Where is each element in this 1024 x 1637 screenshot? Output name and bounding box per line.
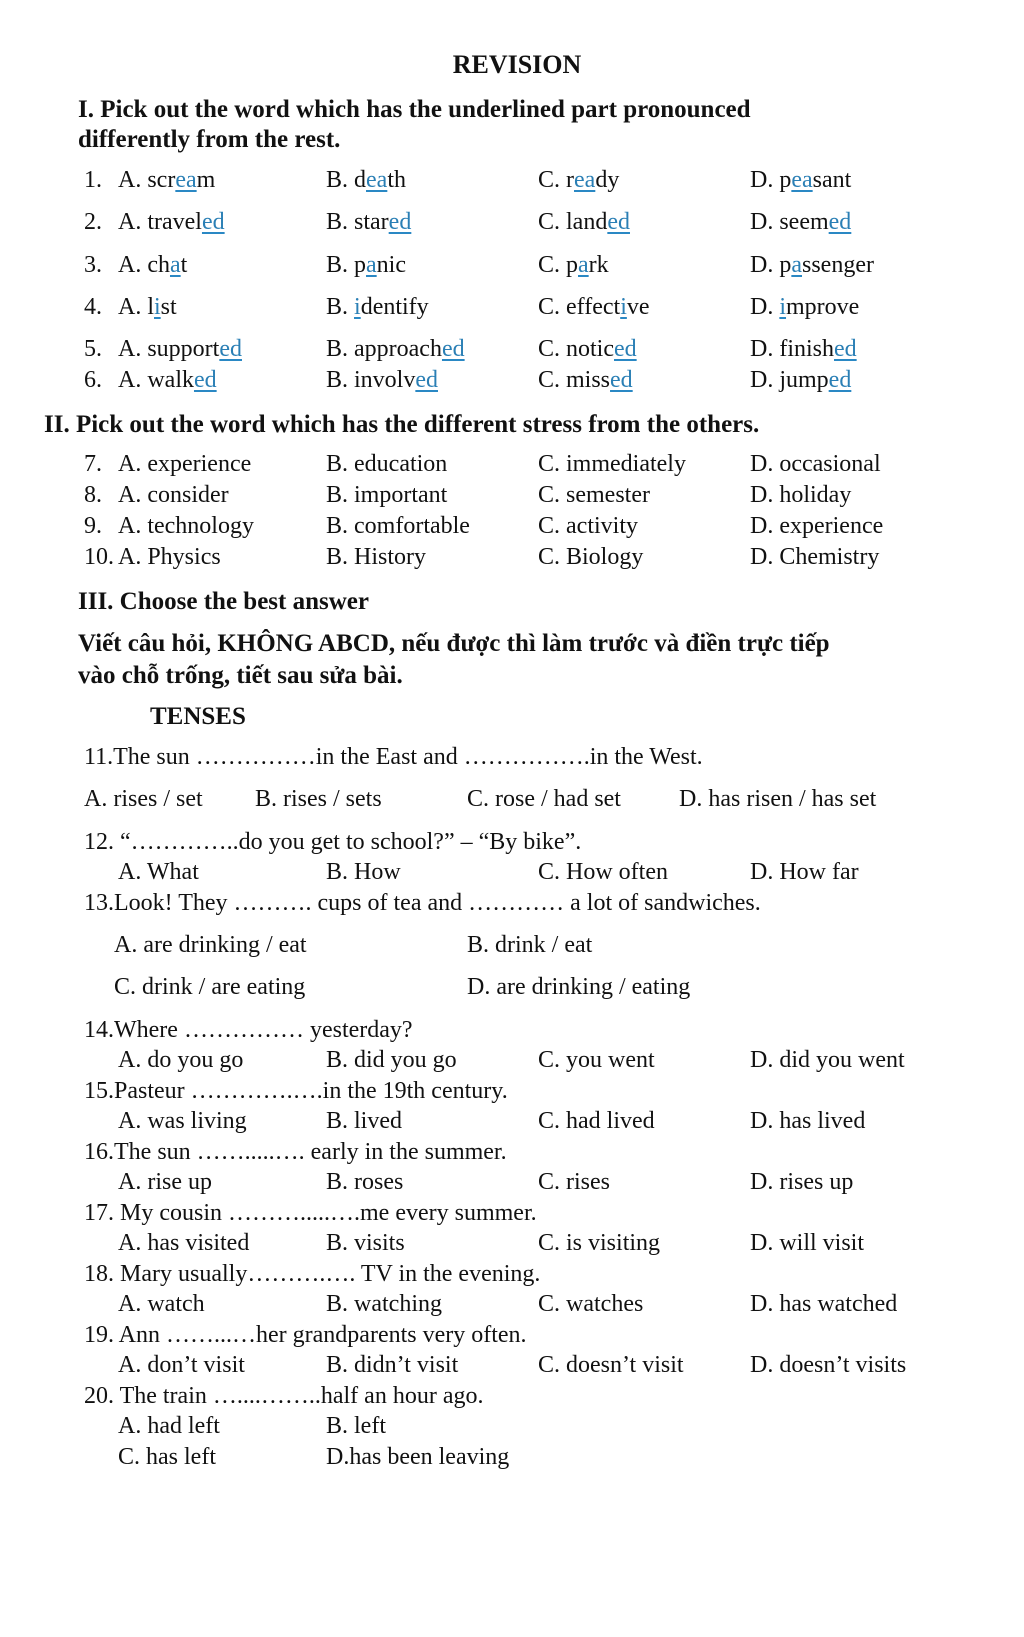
option-prefix: A. ch: [118, 252, 170, 278]
option-prefix: C. r: [538, 167, 574, 193]
question-1-option-b: [326, 167, 406, 194]
question-7-number: 7.: [84, 451, 102, 477]
underlined-part: a: [578, 252, 589, 278]
question-15-option-a: A. was living: [118, 1108, 247, 1134]
option-suffix: sant: [812, 167, 852, 193]
question-5-option-d: [750, 336, 857, 363]
option-suffix: ssenger: [802, 252, 874, 278]
question-5-option-b: [326, 336, 465, 363]
underlined-part: a: [791, 252, 802, 278]
section3-note-line2: vào chỗ trống, tiết sau sửa bài.: [78, 662, 403, 689]
question-14-option-c: C. you went: [538, 1047, 655, 1073]
question-15-option-b: B. lived: [326, 1108, 402, 1134]
option-prefix: A. support: [118, 336, 220, 362]
underlined-part: a: [366, 252, 377, 278]
tenses-subheading: TENSES: [150, 703, 246, 730]
underlined-part: ed: [201, 209, 225, 235]
question-8-option-b: B. important: [326, 482, 448, 508]
question-6-number: 6.: [84, 367, 102, 393]
question-11-option-b: B. rises / sets: [255, 786, 382, 812]
underlined-part: ed: [614, 336, 637, 362]
question-2-option-a: [118, 209, 225, 236]
question-16-option-c: C. rises: [538, 1169, 610, 1195]
underlined-part: i: [354, 294, 361, 320]
question-18-option-c: C. watches: [538, 1291, 644, 1317]
question-13-option-a: A. are drinking / eat: [114, 932, 307, 958]
question-6-option-b: [326, 367, 438, 394]
question-6-option-d: [750, 367, 851, 394]
question-4-option-d: [750, 294, 859, 321]
question-19-option-a: A. don’t visit: [118, 1352, 245, 1378]
underlined-part: ed: [828, 367, 852, 393]
question-11-option-d: D. has risen / has set: [679, 786, 877, 812]
question-15-option-c: C. had lived: [538, 1108, 655, 1134]
question-12-text: 12. “…………..do you get to school?” – “By bike”.: [84, 829, 582, 855]
question-18-option-d: D. has watched: [750, 1291, 898, 1317]
question-3-option-d: [750, 252, 874, 279]
option-prefix: C. notic: [538, 336, 614, 362]
option-prefix: B. involv: [326, 367, 416, 393]
option-prefix: A. scr: [118, 167, 176, 193]
question-7-option-c: C. immediately: [538, 451, 686, 477]
question-2-number: 2.: [84, 209, 102, 235]
underlined-part: ea: [574, 167, 596, 193]
question-16-option-b: B. roses: [326, 1169, 404, 1195]
question-12-option-c: C. How often: [538, 859, 668, 885]
option-suffix: st: [160, 294, 177, 320]
question-7-option-b: B. education: [326, 451, 448, 477]
question-20-option-a: A. had left: [118, 1413, 220, 1439]
question-1-option-d: [750, 167, 851, 194]
option-prefix: B. d: [326, 167, 367, 193]
question-4-option-b: [326, 294, 429, 321]
option-prefix: D.: [750, 294, 780, 320]
question-20-option-d: D.has been leaving: [326, 1444, 510, 1470]
question-16-option-a: A. rise up: [118, 1169, 212, 1195]
question-3-option-c: [538, 252, 609, 279]
underlined-part: i: [154, 294, 161, 320]
question-5-option-c: [538, 336, 637, 363]
underlined-part: ea: [175, 167, 197, 193]
question-13-option-c: C. drink / are eating: [114, 974, 306, 1000]
section3-heading: III. Choose the best answer: [78, 588, 369, 615]
question-17-option-b: B. visits: [326, 1230, 405, 1256]
question-19-option-c: C. doesn’t visit: [538, 1352, 684, 1378]
option-prefix: C. p: [538, 252, 579, 278]
underlined-part: ed: [388, 209, 412, 235]
question-9-number: 9.: [84, 513, 102, 539]
question-16-text: 16.The sun …….....…. early in the summer.: [84, 1139, 507, 1165]
option-prefix: D. p: [750, 252, 792, 278]
option-prefix: B. star: [326, 209, 389, 235]
question-6-option-a: [118, 367, 217, 394]
underlined-part: ed: [219, 336, 242, 362]
question-13-option-d: D. are drinking / eating: [467, 974, 691, 1000]
question-3-option-b: [326, 252, 406, 279]
option-suffix: dentify: [360, 294, 429, 320]
option-prefix: B. p: [326, 252, 367, 278]
question-3-option-a: [118, 252, 187, 279]
section1-heading-line2: differently from the rest.: [78, 126, 341, 153]
question-6-option-c: [538, 367, 633, 394]
option-suffix: dy: [595, 167, 620, 193]
underlined-part: ed: [607, 209, 630, 235]
question-19-option-d: D. doesn’t visits: [750, 1352, 907, 1378]
question-12-option-a: A. What: [118, 859, 199, 885]
underlined-part: ed: [415, 367, 438, 393]
option-prefix: A. l: [118, 294, 154, 320]
question-14-text: 14.Where …………… yesterday?: [84, 1017, 413, 1043]
underlined-part: i: [779, 294, 787, 320]
question-8-option-a: A. consider: [118, 482, 229, 508]
question-15-option-d: D. has lived: [750, 1108, 866, 1134]
question-11-text: 11.The sun ……………in the East and …………….in the West.: [84, 744, 703, 770]
underlined-part: ed: [441, 336, 465, 362]
question-1-number: 1.: [84, 167, 102, 193]
question-17-option-c: C. is visiting: [538, 1230, 661, 1256]
question-7-option-d: D. occasional: [750, 451, 881, 477]
option-prefix: D. jump: [750, 367, 829, 393]
option-suffix: mprove: [786, 294, 860, 320]
question-5-number: 5.: [84, 336, 102, 362]
underlined-part: ea: [366, 167, 388, 193]
option-prefix: B.: [326, 294, 355, 320]
question-10-number: 10.: [84, 544, 114, 570]
question-8-option-c: C. semester: [538, 482, 650, 508]
question-13-option-b: B. drink / eat: [467, 932, 593, 958]
question-9-option-c: C. activity: [538, 513, 638, 539]
option-suffix: nic: [376, 252, 406, 278]
question-17-option-a: A. has visited: [118, 1230, 250, 1256]
option-prefix: B. approach: [326, 336, 442, 362]
question-17-text: 17. My cousin ……….....….me every summer.: [84, 1200, 537, 1226]
question-2-option-d: [750, 209, 851, 236]
option-prefix: C. effect: [538, 294, 621, 320]
question-18-option-b: B. watching: [326, 1291, 442, 1317]
question-18-text: 18. Mary usually……….…. TV in the evening.: [84, 1261, 541, 1287]
underlined-part: ea: [791, 167, 813, 193]
question-11-option-a: A. rises / set: [84, 786, 203, 812]
option-suffix: t: [180, 252, 188, 278]
question-19-option-b: B. didn’t visit: [326, 1352, 459, 1378]
question-10-option-d: D. Chemistry: [750, 544, 880, 570]
question-15-text: 15.Pasteur ………….….in the 19th century.: [84, 1078, 508, 1104]
question-4-option-c: [538, 294, 650, 321]
question-2-option-b: [326, 209, 411, 236]
underlined-part: ed: [828, 209, 852, 235]
option-prefix: A. travel: [118, 209, 202, 235]
question-11-option-c: C. rose / had set: [467, 786, 621, 812]
question-4-number: 4.: [84, 294, 102, 320]
question-14-option-a: A. do you go: [118, 1047, 244, 1073]
question-16-option-d: D. rises up: [750, 1169, 854, 1195]
question-18-option-a: A. watch: [118, 1291, 205, 1317]
question-1-option-a: [118, 167, 215, 194]
section3-note-line1: Viết câu hỏi, KHÔNG ABCD, nếu được thì làm trước và điền trực tiếp: [78, 630, 830, 657]
question-19-text: 19. Ann ……...…her grandparents very often.: [84, 1322, 527, 1348]
question-10-option-b: B. History: [326, 544, 427, 570]
question-9-option-a: A. technology: [118, 513, 254, 539]
option-prefix: D. p: [750, 167, 792, 193]
section2-heading: II. Pick out the word which has the different stress from the others.: [44, 411, 760, 438]
page-title: REVISION: [452, 50, 582, 79]
option-suffix: th: [387, 167, 406, 193]
question-10-option-a: A. Physics: [118, 544, 221, 570]
question-10-option-c: C. Biology: [538, 544, 644, 570]
option-suffix: ve: [626, 294, 650, 320]
question-20-text: 20. The train …....……..half an hour ago.: [84, 1383, 484, 1409]
question-14-option-b: B. did you go: [326, 1047, 457, 1073]
question-8-option-d: D. holiday: [750, 482, 852, 508]
option-prefix: C. land: [538, 209, 608, 235]
question-12-option-d: D. How far: [750, 859, 859, 885]
section1-heading-line1: I. Pick out the word which has the underlined part pronounced: [78, 96, 751, 123]
question-17-option-d: D. will visit: [750, 1230, 865, 1256]
question-9-option-b: B. comfortable: [326, 513, 470, 539]
underlined-part: a: [169, 252, 181, 278]
underlined-part: ed: [834, 336, 857, 362]
underlined-part: ed: [193, 367, 217, 393]
option-prefix: D. finish: [750, 336, 834, 362]
question-1-option-c: [538, 167, 619, 194]
option-prefix: A. walk: [118, 367, 194, 393]
option-suffix: m: [196, 167, 216, 193]
question-20-option-c: C. has left: [118, 1444, 216, 1470]
question-13-text: 13.Look! They ………. cups of tea and ………… a lot of sandwiches.: [84, 890, 761, 916]
option-prefix: D. seem: [750, 209, 829, 235]
option-suffix: rk: [588, 252, 609, 278]
question-7-option-a: A. experience: [118, 451, 252, 477]
question-12-option-b: B. How: [326, 859, 401, 885]
question-14-option-d: D. did you went: [750, 1047, 905, 1073]
option-prefix: C. miss: [538, 367, 611, 393]
question-20-option-b: B. left: [326, 1413, 386, 1439]
underlined-part: ed: [610, 367, 633, 393]
question-8-number: 8.: [84, 482, 102, 508]
underlined-part: i: [620, 294, 627, 320]
question-5-option-a: [118, 336, 242, 363]
question-3-number: 3.: [84, 252, 102, 278]
question-9-option-d: D. experience: [750, 513, 884, 539]
question-2-option-c: [538, 209, 630, 236]
question-4-option-a: [118, 294, 177, 321]
